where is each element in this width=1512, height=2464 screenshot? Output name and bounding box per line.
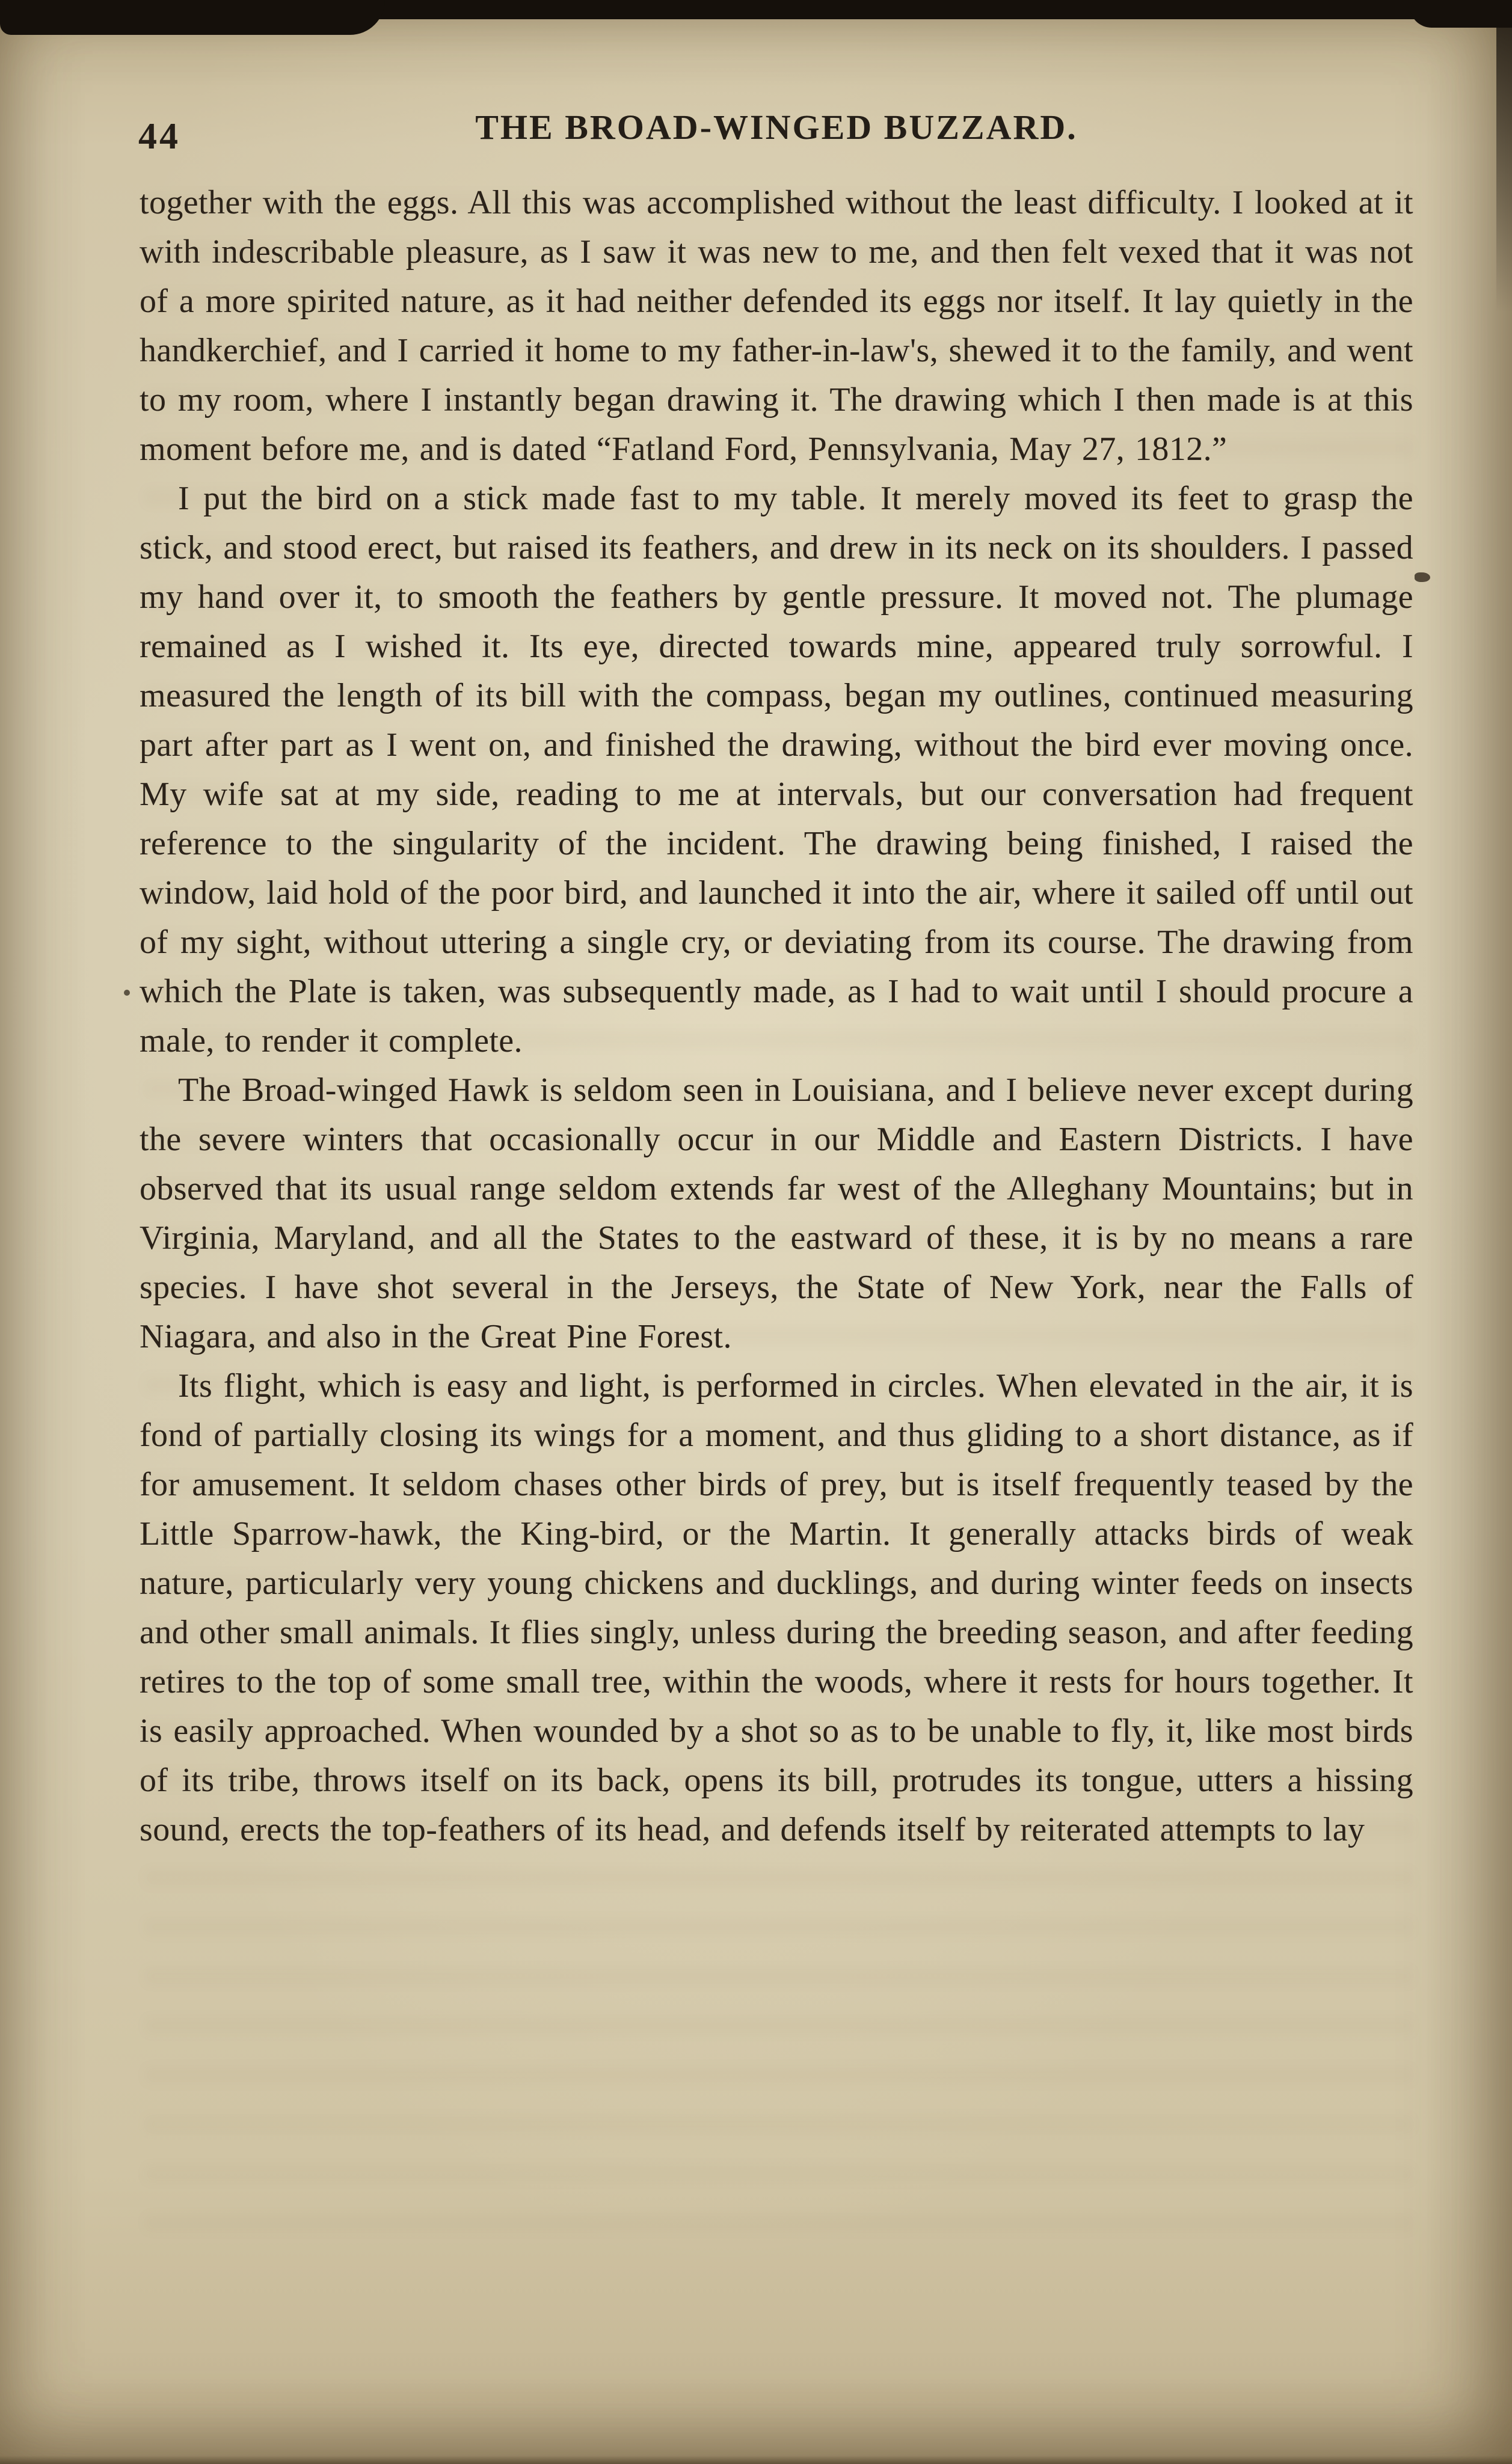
scan-edge-right bbox=[1496, 0, 1512, 313]
paragraph: together with the eggs. All this was accomplished without the least difficulty. I looked at it with indescribable pleasure, as I saw it was new to me, and then felt vexed that it was not of a more spirited nature, as it had neither defended its eggs nor itself. It lay quietly in the handkerchief, and I carried it home to my father-in-law's, shewed it to the family, and went to my room, where I instantly began drawing it. The drawing which I then made is at this moment before me, and is dated “Fatland Ford, Pennsylvania, May 27, 1812.” bbox=[140, 184, 1413, 468]
scan-edge-top bbox=[0, 0, 1512, 19]
page-header bbox=[138, 107, 1415, 161]
paragraph: The Broad-winged Hawk is seldom seen in Louisiana, and I believe never except during the severe winters that occasionally occur in our Middle and Eastern Districts. I have observed that its usual range seldom extends far west of the Alleghany Mountains; but in Virginia, Maryland, and all the States to the eastward of these, it is by no means a rare species. I have shot several in the Jerseys, the State of New York, near the Falls of Niagara, and also in the Great Pine Forest. bbox=[140, 1071, 1413, 1355]
ink-speck bbox=[1415, 572, 1430, 582]
running-head-title: THE BROAD-WINGED BUZZARD. bbox=[475, 108, 1078, 147]
ink-speck bbox=[124, 990, 130, 996]
scan-edge-bottom bbox=[0, 2456, 1512, 2464]
body-text-block bbox=[140, 178, 1413, 1854]
paragraph: I put the bird on a stick made fast to my table. It merely moved its feet to grasp the stick, and stood erect, but raised its feathers, and drew in its neck on its shoulders. I passed my hand over it, to smooth the feathers by gentle pressure. It moved not. The plumage remained as I wished it. Its eye, directed towards mine, appeared truly sorrowful. I measured the length of its bill with the compass, began my outlines, continued measuring part after part as I went on, and finished the drawing, without the bird ever moving once. My wife sat at my side, reading to me at intervals, but our conversation had frequent reference to the singularity of the incident. The drawing being finished, I raised the window, laid hold of the poor bird, and launched it into the air, where it sailed off until out of my sight, without uttering a single cry, or deviating from its course. The drawing from which the Plate is taken, was subsequently made, as I had to wait until I should procure a male, to render it complete. bbox=[140, 480, 1413, 1059]
page-number: 44 bbox=[138, 116, 180, 157]
paragraph: Its flight, which is easy and light, is performed in circles. When elevated in the air, it is fond of partially closing its wings for a moment, and thus gliding to a short distance, as if for amusement. It seldom chases other birds of prey, but is itself frequently teased by the Little Sparrow-hawk, the King-bird, or the Martin. It generally attacks birds of weak nature, particularly very young chickens and ducklings, and during winter feeds on insects and other small animals. It flies singly, unless during the breeding season, and after feeding retires to the top of some small tree, within the woods, where it rests for hours together. It is easily approached. When wounded by a shot so as to be unable to fly, it, like most birds of its tribe, throws itself on its back, opens its bill, protrudes its tongue, utters a hissing sound, erects the top-feathers of its head, and defends itself by reiterated attempts to lay bbox=[140, 1367, 1413, 1848]
